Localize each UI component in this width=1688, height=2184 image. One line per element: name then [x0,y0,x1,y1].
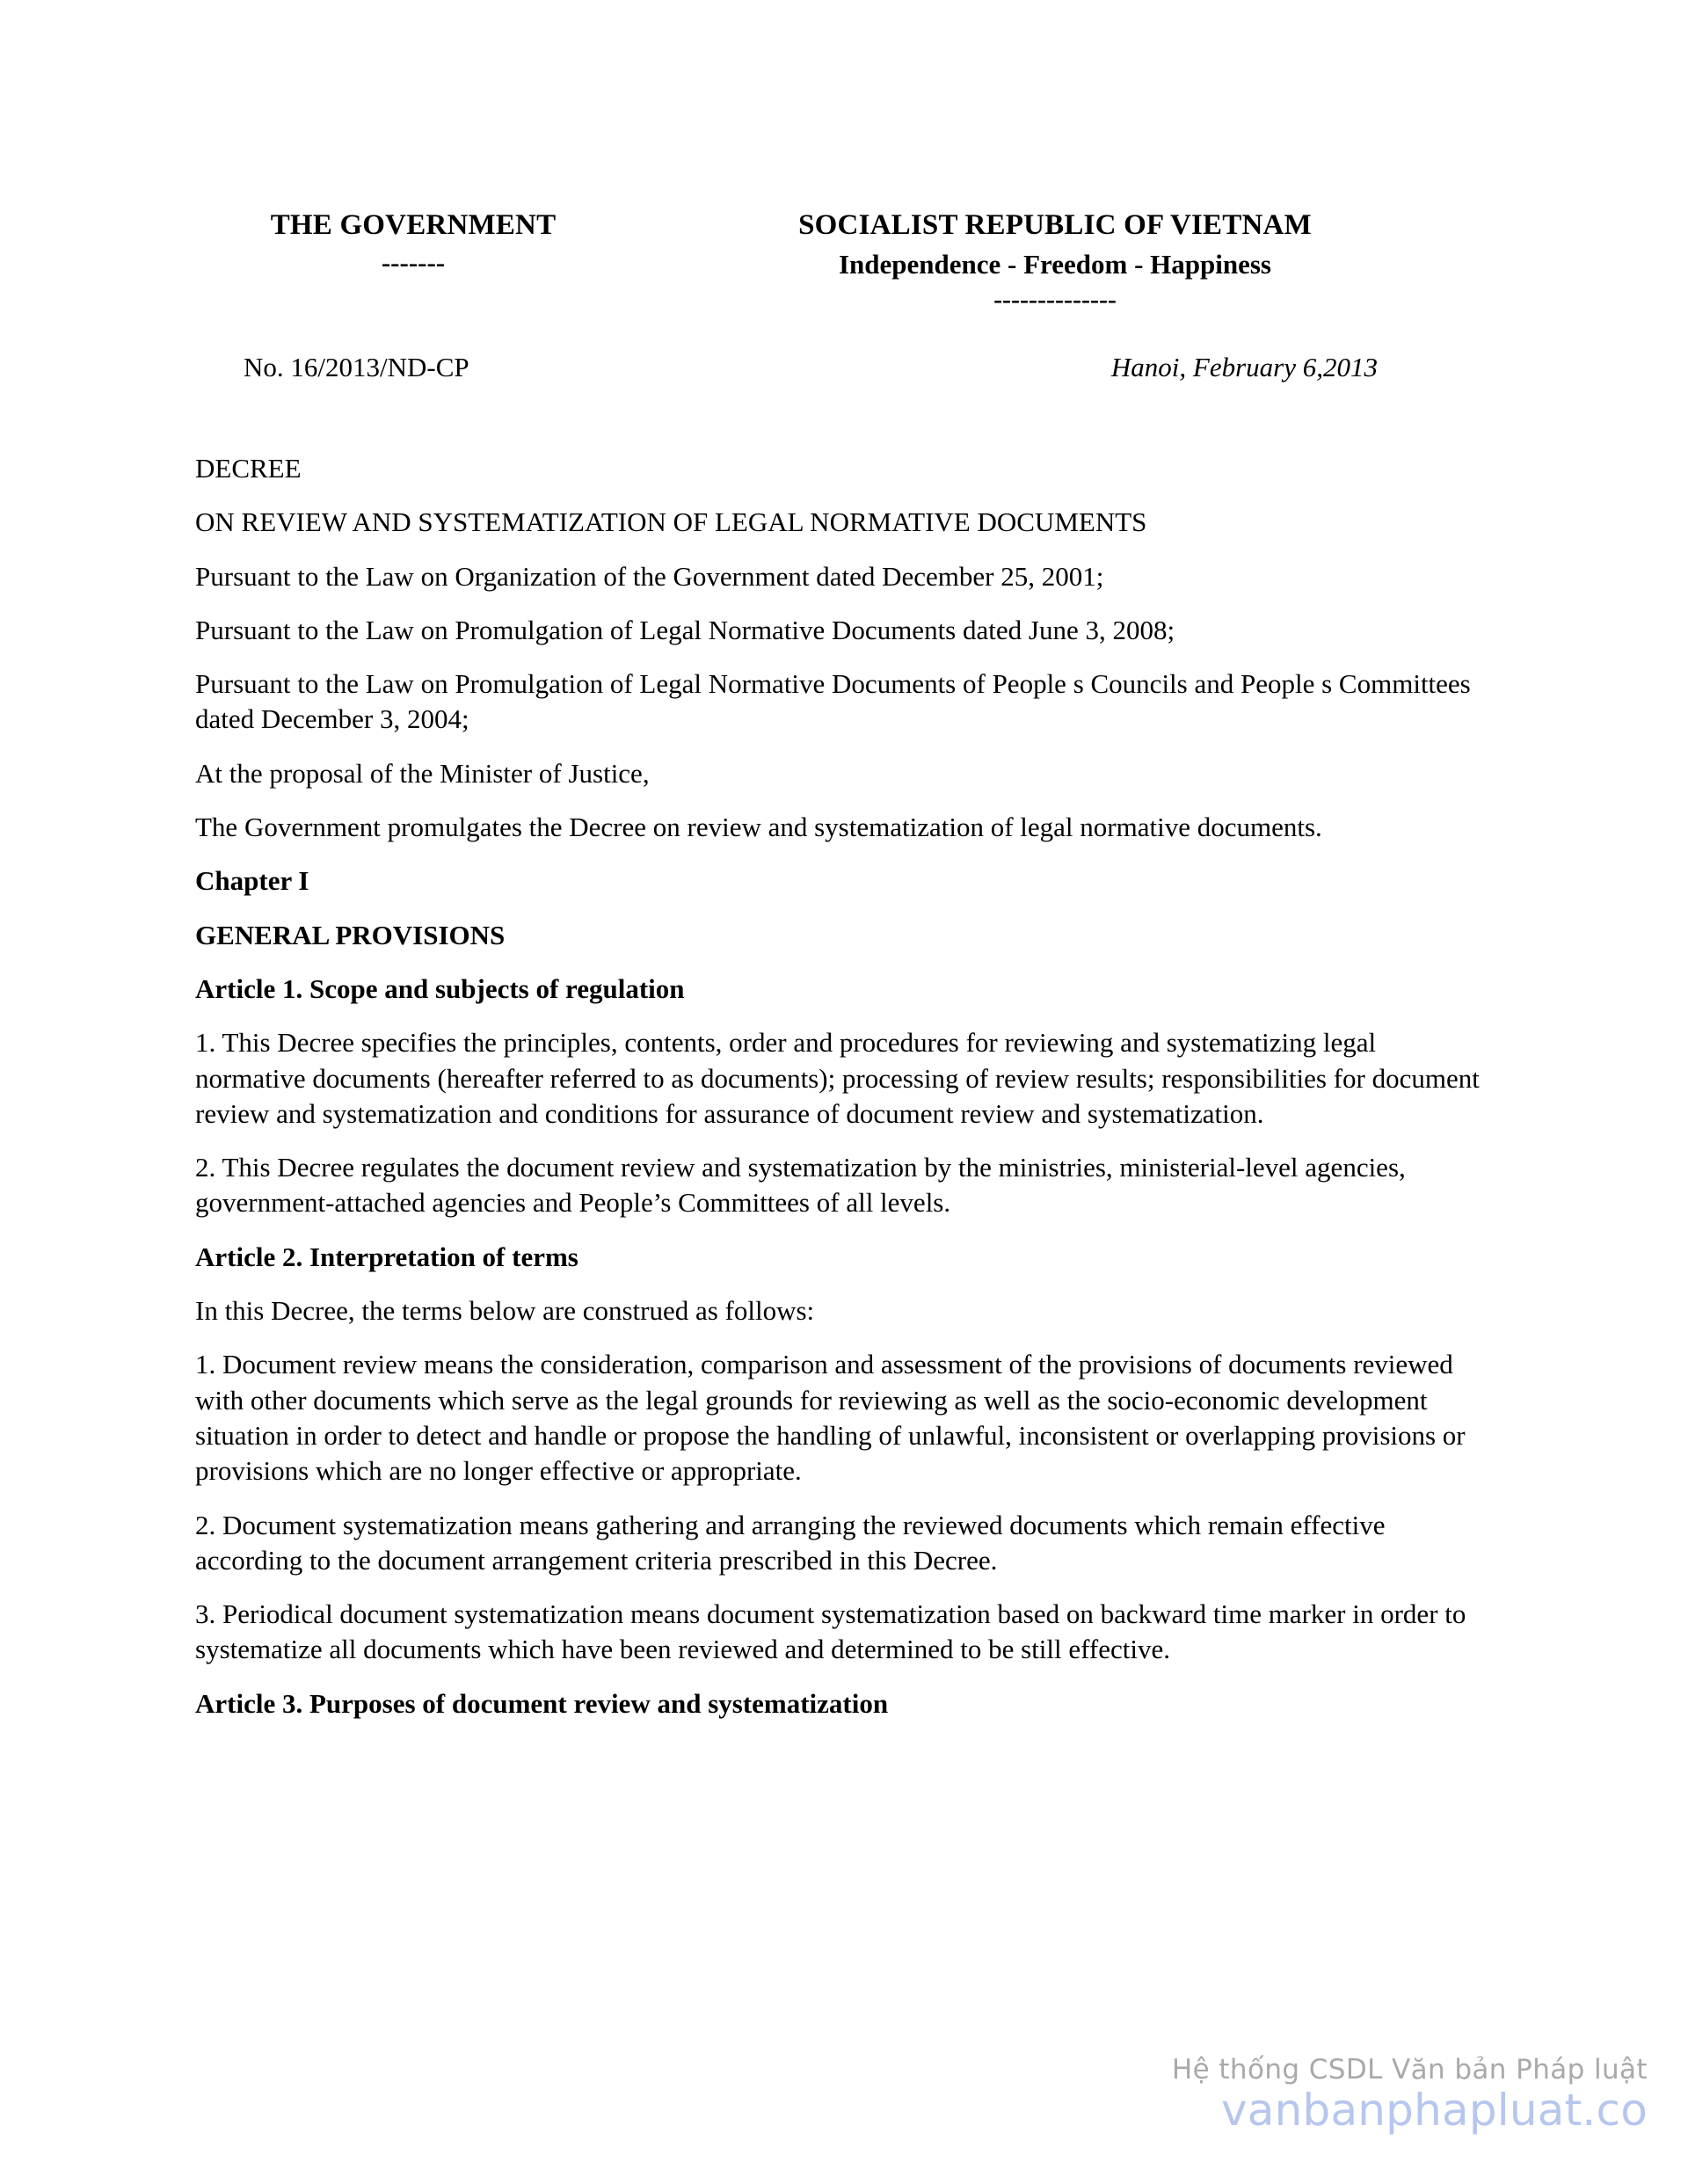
article-2-clause-3: 3. Periodical document systematization means document systematization based on backward time marker in order to systematize all documents which have been reviewed and determined to be still effective. [195,1598,1466,1665]
article-1-clause-1: 1. This Decree specifies the principles, contents, order and procedures for reviewing and systematizing legal normative documents (hereafter referred to as documents); processing of review results; responsibilities for document review and systematization and conditions for assurance of document review and systematization. [195,1027,1480,1129]
preamble-paragraph: At the proposal of the Minister of Justice, [195,757,650,789]
watermark-domain: vanbanphapluat.co [1221,2084,1648,2136]
chapter-label: Chapter I [195,865,309,897]
preamble-paragraph: Pursuant to the Law on Promulgation of Legal Normative Documents dated June 3, 2008; [195,614,1175,645]
article-2-clause-2: 2. Document systematization means gathering and arranging the reviewed documents which remain effective according to the document arrangement criteria prescribed in this Decree. [195,1509,1386,1576]
document-type-label: DECREE [195,453,302,484]
article-1-clause-2: 2. This Decree regulates the document review and systematization by the ministries, ministerial-level agencies, government-attached agencies and People’s Committees of all levels. [195,1152,1406,1219]
document-subject-title: ON REVIEW AND SYSTEMATIZATION OF LEGAL NORMATIVE DOCUMENTS [195,506,1147,538]
watermark-tagline: Hệ thống CSDL Văn bản Pháp luật [1171,2054,1648,2086]
reference-line [0,352,1688,383]
masthead [0,209,1688,316]
issuing-organization: THE GOVERNMENT [270,209,557,241]
place-and-date: Hanoi, February 6,2013 [1110,352,1378,382]
masthead-right-block [703,209,1407,316]
article-2-heading: Article 2. Interpretation of terms [195,1241,578,1272]
preamble-paragraph: The Government promulgates the Decree on review and systematization of legal normative documents. [195,812,1322,843]
article-3-heading: Article 3. Purposes of document review and systematization [195,1687,889,1719]
national-motto: Independence - Freedom - Happiness [838,248,1271,280]
site-watermark [1171,2054,1648,2136]
article-2-lead-in: In this Decree, the terms below are construed as follows: [195,1295,815,1327]
preamble-paragraph: Pursuant to the Law on Promulgation of Legal Normative Documents of People s Councils and People s Committees dated December 3, 2004; [195,668,1471,735]
preamble-paragraph: Pursuant to the Law on Organization of the Government dated December 25, 2001; [195,560,1104,592]
article-1-heading: Article 1. Scope and subjects of regulation [195,972,685,1004]
article-2-clause-1: 1. Document review means the consideration, comparison and assessment of the provisions of documents reviewed with other documents which serve as the legal grounds for reviewing as well as the socio-economic development situation in order to detect and handle or propose the handling of unlawful, inconsistent or overlapping provisions or provisions which are no longer effective or appropriate. [195,1349,1466,1487]
document-body [195,451,1488,1740]
document-number: No. 16/2013/ND-CP [244,352,469,382]
masthead-left-rule: ------- [381,246,446,278]
masthead-left-block [132,209,695,280]
country-name: SOCIALIST REPUBLIC OF VIETNAM [798,209,1312,241]
chapter-title: GENERAL PROVISIONS [195,919,506,950]
masthead-right-rule: -------------- [993,285,1117,315]
